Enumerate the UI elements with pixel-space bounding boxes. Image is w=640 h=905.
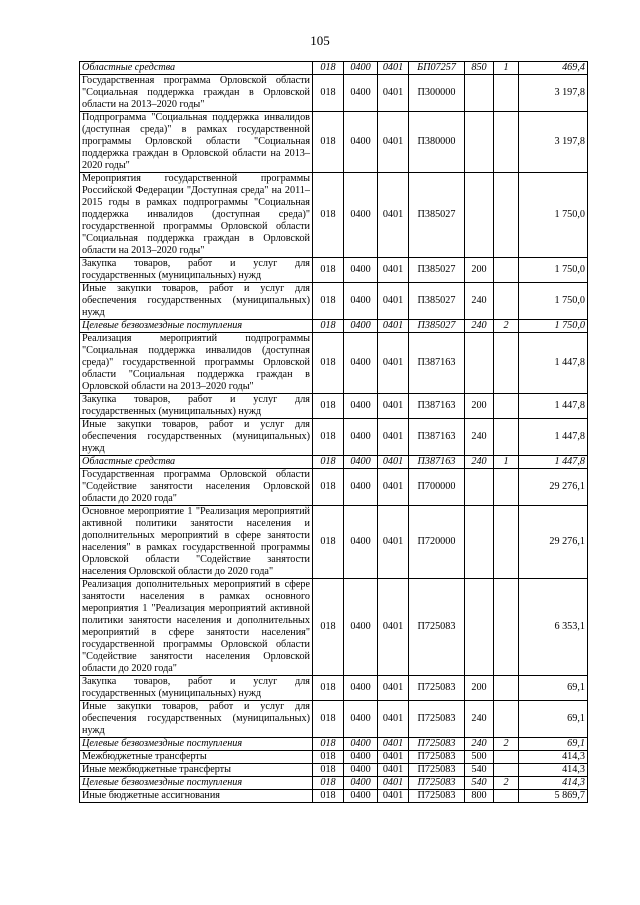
source-cell (494, 112, 519, 173)
source-cell: 2 (494, 777, 519, 790)
table-row (80, 777, 588, 790)
code-cell: 018 (313, 258, 344, 283)
table-row (80, 790, 588, 803)
code-cell: 018 (313, 738, 344, 751)
amount-cell: 1 447,8 (519, 333, 588, 394)
table-row (80, 469, 588, 506)
source-cell (494, 579, 519, 676)
row-name: Реализация дополнительных мероприятий в сфере занятости населения в рамках основного мероприятия 1 "Реализация мероприятий активной политики занятости населения и дополнительных мероприятий в сфере занятости населения" государственной программы Орловской области "Содействие занятости населения Орловской области до 2020 года" (80, 579, 313, 676)
code-cell: 018 (313, 283, 344, 320)
amount-cell: 69,1 (519, 701, 588, 738)
amount-cell: 3 197,8 (519, 112, 588, 173)
subsection-cell: 0401 (378, 469, 409, 506)
amount-cell: 3 197,8 (519, 75, 588, 112)
expense-type-cell (465, 506, 494, 579)
expense-type-cell: 200 (465, 394, 494, 419)
amount-cell: 414,3 (519, 777, 588, 790)
row-name: Областные средства (80, 456, 313, 469)
section-cell: 0400 (344, 394, 378, 419)
target-article-cell: П387163 (409, 456, 465, 469)
expense-type-cell: 240 (465, 419, 494, 456)
amount-cell: 69,1 (519, 738, 588, 751)
subsection-cell: 0401 (378, 419, 409, 456)
code-cell: 018 (313, 701, 344, 738)
section-cell: 0400 (344, 777, 378, 790)
section-cell: 0400 (344, 283, 378, 320)
source-cell (494, 764, 519, 777)
code-cell: 018 (313, 419, 344, 456)
subsection-cell: 0401 (378, 764, 409, 777)
source-cell (494, 394, 519, 419)
row-name: Подпрограмма "Социальная поддержка инвалидов (доступная среда)" в рамках государственной программы Орловской области "Социальная поддержка граждан в Орловской области на 2013–2020 годы" (80, 112, 313, 173)
code-cell: 018 (313, 506, 344, 579)
amount-cell: 69,1 (519, 676, 588, 701)
table-row (80, 112, 588, 173)
expense-type-cell: 500 (465, 751, 494, 764)
source-cell (494, 283, 519, 320)
amount-cell: 414,3 (519, 764, 588, 777)
expense-type-cell: 240 (465, 320, 494, 333)
amount-cell: 414,3 (519, 751, 588, 764)
source-cell (494, 419, 519, 456)
amount-cell: 1 750,0 (519, 258, 588, 283)
section-cell: 0400 (344, 751, 378, 764)
amount-cell: 1 447,8 (519, 394, 588, 419)
section-cell: 0400 (344, 506, 378, 579)
section-cell: 0400 (344, 790, 378, 803)
source-cell: 2 (494, 738, 519, 751)
section-cell: 0400 (344, 320, 378, 333)
table-row (80, 751, 588, 764)
target-article-cell: БП07257 (409, 62, 465, 75)
amount-cell: 1 750,0 (519, 320, 588, 333)
source-cell (494, 469, 519, 506)
section-cell: 0400 (344, 764, 378, 777)
expense-type-cell: 240 (465, 701, 494, 738)
source-cell (494, 506, 519, 579)
row-name: Иные межбюджетные трансферты (80, 764, 313, 777)
row-name: Основное мероприятие 1 "Реализация мероприятий активной политики занятости населения и дополнительных мероприятий в сфере занятости населения" в рамках государственной программы Орловской области "Содействие занятости населения Орловской области до 2020 года" (80, 506, 313, 579)
subsection-cell: 0401 (378, 456, 409, 469)
page-number: 105 (310, 33, 330, 48)
source-cell (494, 75, 519, 112)
expense-type-cell (465, 112, 494, 173)
source-cell (494, 258, 519, 283)
source-cell: 1 (494, 62, 519, 75)
table-row (80, 173, 588, 258)
expense-type-cell: 540 (465, 764, 494, 777)
expense-type-cell (465, 333, 494, 394)
amount-cell: 29 276,1 (519, 469, 588, 506)
expense-type-cell (465, 469, 494, 506)
subsection-cell: 0401 (378, 676, 409, 701)
table-row (80, 283, 588, 320)
source-cell (494, 790, 519, 803)
source-cell (494, 173, 519, 258)
subsection-cell: 0401 (378, 62, 409, 75)
section-cell: 0400 (344, 333, 378, 394)
table-row (80, 506, 588, 579)
expense-type-cell: 540 (465, 777, 494, 790)
row-name: Иные закупки товаров, работ и услуг для обеспечения государственных (муниципальных) нужд (80, 419, 313, 456)
table-row (80, 419, 588, 456)
source-cell: 1 (494, 456, 519, 469)
table-row (80, 75, 588, 112)
target-article-cell: П385027 (409, 258, 465, 283)
section-cell: 0400 (344, 738, 378, 751)
amount-cell: 469,4 (519, 62, 588, 75)
table-row (80, 676, 588, 701)
source-cell (494, 333, 519, 394)
target-article-cell: П725083 (409, 751, 465, 764)
target-article-cell: П380000 (409, 112, 465, 173)
subsection-cell: 0401 (378, 777, 409, 790)
source-cell (494, 751, 519, 764)
section-cell: 0400 (344, 579, 378, 676)
source-cell (494, 676, 519, 701)
subsection-cell: 0401 (378, 790, 409, 803)
row-name: Мероприятия государственной программы Российской Федерации "Доступная среда" на 2011–2015 годы в рамках подпрограммы "Социальная поддержка инвалидов (доступная среда)" государственной программы Орловской области "Социальная поддержка граждан в Орловской области на 2013–2020 годы" (80, 173, 313, 258)
target-article-cell: П700000 (409, 469, 465, 506)
section-cell: 0400 (344, 419, 378, 456)
code-cell: 018 (313, 333, 344, 394)
row-name: Иные закупки товаров, работ и услуг для обеспечения государственных (муниципальных) нужд (80, 701, 313, 738)
subsection-cell: 0401 (378, 75, 409, 112)
subsection-cell: 0401 (378, 173, 409, 258)
code-cell: 018 (313, 62, 344, 75)
amount-cell: 5 869,7 (519, 790, 588, 803)
row-name: Областные средства (80, 62, 313, 75)
expense-type-cell: 200 (465, 676, 494, 701)
target-article-cell: П387163 (409, 419, 465, 456)
row-name: Межбюджетные трансферты (80, 751, 313, 764)
amount-cell: 1 447,8 (519, 419, 588, 456)
target-article-cell: П725083 (409, 777, 465, 790)
table-row (80, 320, 588, 333)
section-cell: 0400 (344, 676, 378, 701)
row-name: Реализация мероприятий подпрограммы "Социальная поддержка инвалидов (доступная среда)" государственной программы Орловской области "Социальная поддержка граждан в Орловской области на 2013–2020 годы" (80, 333, 313, 394)
amount-cell: 29 276,1 (519, 506, 588, 579)
section-cell: 0400 (344, 258, 378, 283)
target-article-cell: П720000 (409, 506, 465, 579)
table-row (80, 701, 588, 738)
target-article-cell: П725083 (409, 579, 465, 676)
subsection-cell: 0401 (378, 394, 409, 419)
row-name: Государственная программа Орловской области "Содействие занятости населения Орловской области до 2020 года" (80, 469, 313, 506)
target-article-cell: П725083 (409, 676, 465, 701)
code-cell: 018 (313, 469, 344, 506)
section-cell: 0400 (344, 469, 378, 506)
source-cell: 2 (494, 320, 519, 333)
subsection-cell: 0401 (378, 701, 409, 738)
amount-cell: 1 750,0 (519, 173, 588, 258)
target-article-cell: П385027 (409, 283, 465, 320)
table-row (80, 333, 588, 394)
section-cell: 0400 (344, 62, 378, 75)
target-article-cell: П725083 (409, 764, 465, 777)
expense-type-cell (465, 173, 494, 258)
expense-type-cell: 200 (465, 258, 494, 283)
subsection-cell: 0401 (378, 738, 409, 751)
target-article-cell: П385027 (409, 173, 465, 258)
row-name: Целевые безвозмездные поступления (80, 320, 313, 333)
table-row (80, 738, 588, 751)
subsection-cell: 0401 (378, 320, 409, 333)
subsection-cell: 0401 (378, 333, 409, 394)
budget-table (79, 61, 588, 803)
amount-cell: 6 353,1 (519, 579, 588, 676)
row-name: Целевые безвозмездные поступления (80, 777, 313, 790)
code-cell: 018 (313, 751, 344, 764)
section-cell: 0400 (344, 75, 378, 112)
row-name: Иные закупки товаров, работ и услуг для обеспечения государственных (муниципальных) нужд (80, 283, 313, 320)
row-name: Закупка товаров, работ и услуг для государственных (муниципальных) нужд (80, 394, 313, 419)
target-article-cell: П725083 (409, 790, 465, 803)
target-article-cell: П725083 (409, 738, 465, 751)
amount-cell: 1 750,0 (519, 283, 588, 320)
table-row (80, 394, 588, 419)
target-article-cell: П387163 (409, 394, 465, 419)
code-cell: 018 (313, 579, 344, 676)
code-cell: 018 (313, 676, 344, 701)
expense-type-cell: 240 (465, 456, 494, 469)
section-cell: 0400 (344, 173, 378, 258)
section-cell: 0400 (344, 456, 378, 469)
table-row (80, 456, 588, 469)
row-name: Иные бюджетные ассигнования (80, 790, 313, 803)
expense-type-cell (465, 579, 494, 676)
target-article-cell: П725083 (409, 701, 465, 738)
section-cell: 0400 (344, 112, 378, 173)
target-article-cell: П385027 (409, 320, 465, 333)
row-name: Закупка товаров, работ и услуг для государственных (муниципальных) нужд (80, 258, 313, 283)
row-name: Государственная программа Орловской области "Социальная поддержка граждан в Орловской области на 2013–2020 годы" (80, 75, 313, 112)
subsection-cell: 0401 (378, 283, 409, 320)
source-cell (494, 701, 519, 738)
subsection-cell: 0401 (378, 258, 409, 283)
expense-type-cell: 850 (465, 62, 494, 75)
expense-type-cell: 240 (465, 738, 494, 751)
table-row (80, 579, 588, 676)
code-cell: 018 (313, 790, 344, 803)
subsection-cell: 0401 (378, 112, 409, 173)
code-cell: 018 (313, 173, 344, 258)
subsection-cell: 0401 (378, 579, 409, 676)
expense-type-cell (465, 75, 494, 112)
table-row (80, 258, 588, 283)
code-cell: 018 (313, 764, 344, 777)
amount-cell: 1 447,8 (519, 456, 588, 469)
code-cell: 018 (313, 320, 344, 333)
code-cell: 018 (313, 777, 344, 790)
expense-type-cell: 240 (465, 283, 494, 320)
code-cell: 018 (313, 456, 344, 469)
row-name: Закупка товаров, работ и услуг для государственных (муниципальных) нужд (80, 676, 313, 701)
table-row (80, 62, 588, 75)
subsection-cell: 0401 (378, 506, 409, 579)
code-cell: 018 (313, 394, 344, 419)
code-cell: 018 (313, 112, 344, 173)
target-article-cell: П300000 (409, 75, 465, 112)
code-cell: 018 (313, 75, 344, 112)
target-article-cell: П387163 (409, 333, 465, 394)
table-row (80, 764, 588, 777)
row-name: Целевые безвозмездные поступления (80, 738, 313, 751)
subsection-cell: 0401 (378, 751, 409, 764)
expense-type-cell: 800 (465, 790, 494, 803)
section-cell: 0400 (344, 701, 378, 738)
